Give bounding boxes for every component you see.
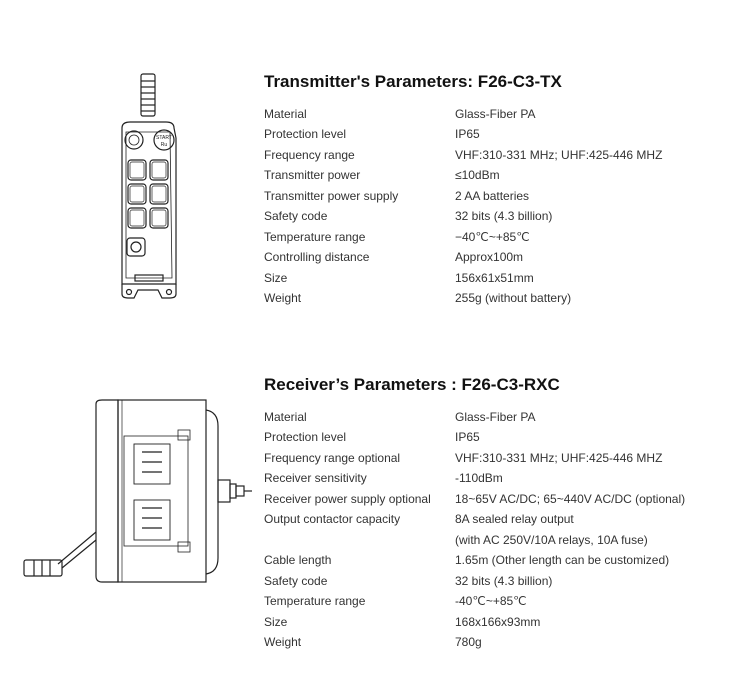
param-value: 8A sealed relay output [455,512,574,526]
param-value: 1.65m (Other length can be customized) [455,553,670,567]
receiver-title: Receiver’s Parameters : F26-C3-RXC [264,375,560,394]
param-label: Receiver sensitivity [264,471,367,485]
param-label: Safety code [264,574,328,588]
param-label: Weight [264,635,302,649]
param-label: Output contactor capacity [264,512,401,526]
param-value: -110dBm [455,471,503,485]
param-label: Protection level [264,430,347,444]
param-value: 255g (without battery) [455,291,572,305]
transmitter-title: Transmitter's Parameters: F26-C3-TX [264,72,562,91]
param-label: Size [264,271,288,285]
param-label: Frequency range optional [264,451,401,465]
param-value: ≤10dBm [455,168,500,182]
param-value: IP65 [455,127,480,141]
param-value: -40℃~+85℃ [455,594,527,608]
param-value: Glass-Fiber PA [455,410,536,424]
param-value: 156x61x51mm [455,271,534,285]
param-value: 32 bits (4.3 billion) [455,574,553,588]
param-label: Weight [264,291,302,305]
param-label: Size [264,615,288,629]
param-label: Temperature range [264,594,366,608]
param-label: Transmitter power supply [264,189,399,203]
param-value: Approx100m [455,250,524,264]
param-value: 18~65V AC/DC; 65~440V AC/DC (optional) [455,492,686,506]
param-label: Safety code [264,209,328,223]
param-label: Frequency range [264,148,355,162]
param-label: Temperature range [264,230,366,244]
sub-button-label: Ru [160,142,168,148]
param-value: 780g [455,635,482,649]
param-label: Cable length [264,553,332,567]
param-label: Material [264,107,307,121]
param-label: Transmitter power [264,168,361,182]
param-label: Receiver power supply optional [264,492,431,506]
param-value: VHF:310-331 MHz; UHF:425-446 MHZ [455,451,663,465]
param-value: 168x166x93mm [455,615,541,629]
param-value: VHF:310-331 MHz; UHF:425-446 MHZ [455,148,663,162]
param-label: Protection level [264,127,347,141]
param-value: Glass-Fiber PA [455,107,536,121]
param-value: 2 AA batteries [455,189,530,203]
start-button-label: START [156,135,172,141]
transmitter-illustration [108,72,188,302]
param-label: Controlling distance [264,250,370,264]
receiver-illustration [22,396,258,588]
param-value: IP65 [455,430,480,444]
param-value: (with AC 250V/10A relays, 10A fuse) [455,533,648,547]
param-value: −40℃~+85℃ [455,230,530,244]
param-value: 32 bits (4.3 billion) [455,209,553,223]
param-label: Material [264,410,307,424]
